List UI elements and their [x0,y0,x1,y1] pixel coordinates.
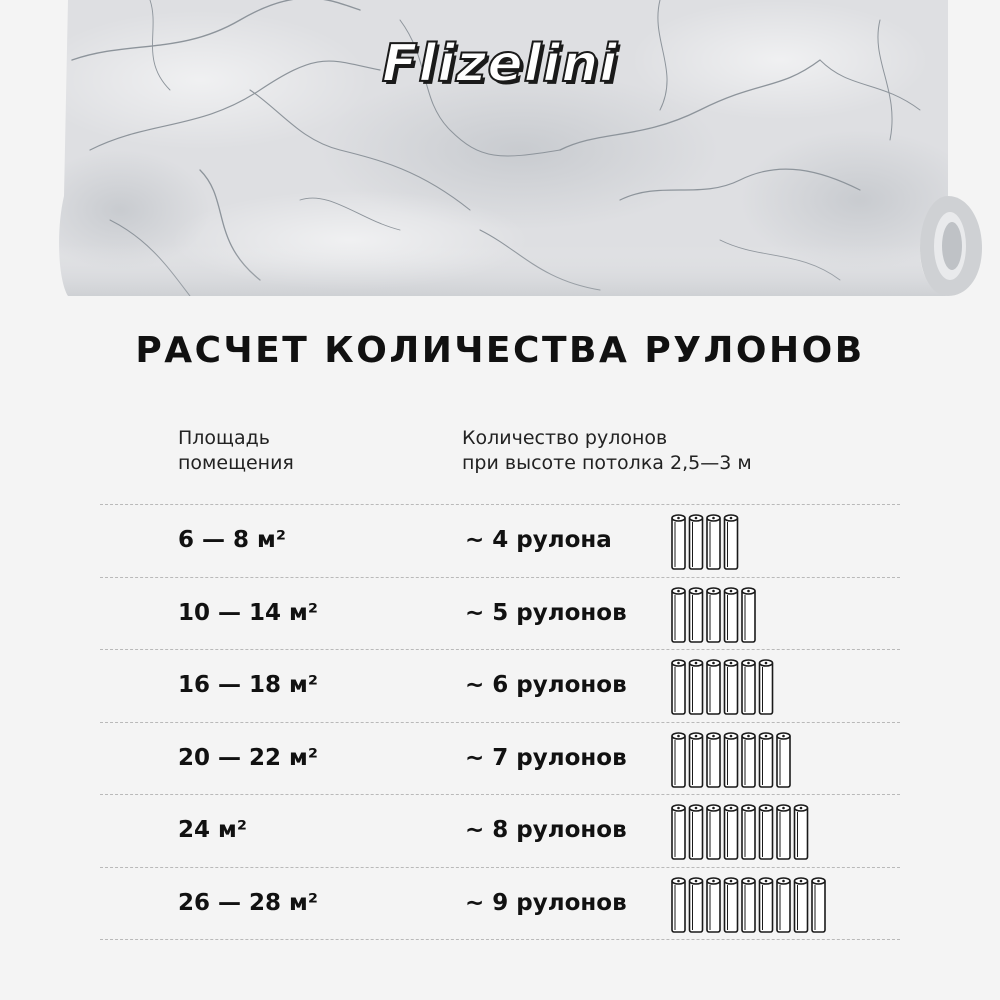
rolls-value: ~ 9 рулонов [465,889,627,916]
wallpaper-roll-icon [672,878,685,932]
area-value: 16 — 18 м² [178,672,318,698]
roll-icons [670,586,762,650]
table-row [100,649,900,722]
roll-end-cylinder [920,196,982,296]
wallpaper-roll-icon [707,878,720,932]
area-value: 6 — 8 м² [178,527,286,553]
rolls-value: ~ 7 рулонов [465,744,627,771]
wallpaper-roll-icon [690,515,703,569]
wallpaper-roll-icon [672,805,685,859]
table-row [100,867,900,941]
wallpaper-roll-icon [672,733,685,787]
wallpaper-roll-icon [725,515,738,569]
table-row [100,722,900,795]
wallpaper-roll-icon [690,878,703,932]
roll-icon-group [670,586,762,646]
table-row [100,504,900,577]
wallpaper-roll-icon [690,805,703,859]
header-area-line1: Площадь [178,427,270,449]
wallpaper-roll-icon [690,733,703,787]
roll-icon-group [670,658,779,718]
roll-icon-group [670,731,797,791]
wallpaper-roll-icon [672,515,685,569]
roll-icon-group [670,803,814,863]
brand-logo: Flizelini [381,34,619,94]
roll-icons [670,803,814,867]
wallpaper-roll-icon [725,660,738,714]
wallpaper-roll-icon [707,805,720,859]
wallpaper-roll-icon [725,878,738,932]
wallpaper-roll-icon [707,588,720,642]
roll-icons [670,658,779,722]
roll-icons [670,513,744,577]
wallpaper-roll-image [0,0,1000,305]
area-value: 10 — 14 м² [178,599,318,626]
rolls-value: ~ 4 рулона [465,527,612,553]
page-title: РАСЧЕТ КОЛИЧЕСТВА РУЛОНОВ [135,330,865,371]
area-value: 20 — 22 м² [178,744,318,771]
wallpaper-roll-icon [760,660,773,714]
header-area-line2: помещения [178,452,294,474]
wallpaper-roll-icon [672,588,685,642]
header-rolls-line2: при высоте потолка 2,5—3 м [462,452,752,474]
roll-icons [670,731,797,795]
wallpaper-roll-icon [795,805,808,859]
rolls-value: ~ 6 рулонов [465,672,627,698]
wallpaper-roll-icon [742,588,755,642]
wallpaper-roll-icon [742,733,755,787]
column-header-rolls [462,426,752,476]
wallpaper-roll-icon [690,660,703,714]
rolls-value: ~ 8 рулонов [465,817,627,843]
wallpaper-roll-icon [777,878,790,932]
table-row [100,577,900,650]
wallpaper-roll-icon [777,805,790,859]
rolls-table [100,504,900,940]
roll-icon-group [670,513,744,573]
wallpaper-roll-icon [760,878,773,932]
wallpaper-roll-icon [795,878,808,932]
roll-icon-group [670,876,832,936]
header-rolls-line1: Количество рулонов [462,427,668,449]
wallpaper-roll-icon [707,515,720,569]
wallpaper-roll-icon [725,733,738,787]
wallpaper-roll-icon [760,733,773,787]
table-row [100,794,900,867]
wallpaper-roll-icon [742,878,755,932]
rolls-value: ~ 5 рулонов [465,599,627,626]
area-value: 24 м² [178,817,247,843]
roll-icons [670,876,832,940]
wallpaper-roll-icon [742,660,755,714]
area-value: 26 — 28 м² [178,889,318,916]
wallpaper-roll-icon [777,733,790,787]
wallpaper-roll-icon [725,588,738,642]
wallpaper-roll-icon [742,805,755,859]
wallpaper-roll-icon [672,660,685,714]
wallpaper-roll-icon [707,733,720,787]
column-header-area [178,426,294,476]
wallpaper-roll-icon [725,805,738,859]
wallpaper-roll-icon [812,878,825,932]
wallpaper-roll-icon [760,805,773,859]
wallpaper-roll-icon [690,588,703,642]
wallpaper-roll-icon [707,660,720,714]
